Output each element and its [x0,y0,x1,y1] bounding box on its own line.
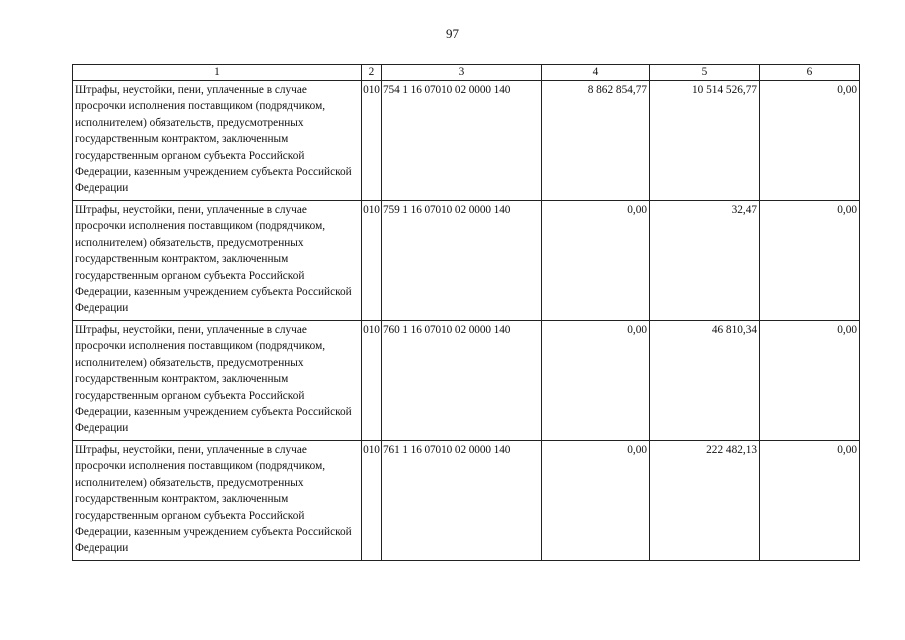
value-col6: 0,00 [760,201,860,321]
line-code: 010 [362,81,382,201]
column-header-4: 4 [542,65,650,81]
column-header-5: 5 [650,65,760,81]
row-name: Штрафы, неустойки, пени, уплаченные в случае просрочки исполнения поставщиком (подрядчиком, исполнителем) обязательств, предусмотренных государственным контрактом, заключенным государственным органом субъекта Российской Федерации, казенным учреждением субъекта Российской Федерации [73,321,362,441]
budget-code: 760 1 16 07010 02 0000 140 [382,321,542,441]
row-name: Штрафы, неустойки, пени, уплаченные в случае просрочки исполнения поставщиком (подрядчиком, исполнителем) обязательств, предусмотренных государственным контрактом, заключенным государственным органом субъекта Российской Федерации, казенным учреждением субъекта Российской Федерации [73,441,362,561]
table-row [73,441,860,561]
header-row [73,65,860,81]
value-col4: 8 862 854,77 [542,81,650,201]
column-header-3: 3 [382,65,542,81]
value-col6: 0,00 [760,321,860,441]
value-col5: 46 810,34 [650,321,760,441]
column-header-6: 6 [760,65,860,81]
row-name: Штрафы, неустойки, пени, уплаченные в случае просрочки исполнения поставщиком (подрядчиком, исполнителем) обязательств, предусмотренных государственным контрактом, заключенным государственным органом субъекта Российской Федерации, казенным учреждением субъекта Российской Федерации [73,81,362,201]
report-table [72,64,860,561]
value-col5: 222 482,13 [650,441,760,561]
line-code: 010 [362,441,382,561]
value-col4: 0,00 [542,201,650,321]
table-row [73,81,860,201]
value-col6: 0,00 [760,81,860,201]
budget-code: 761 1 16 07010 02 0000 140 [382,441,542,561]
column-header-1: 1 [73,65,362,81]
page-number: 97 [446,26,459,41]
table-row [73,321,860,441]
column-header-2: 2 [362,65,382,81]
value-col4: 0,00 [542,321,650,441]
table-row [73,201,860,321]
value-col5: 10 514 526,77 [650,81,760,201]
row-name: Штрафы, неустойки, пени, уплаченные в случае просрочки исполнения поставщиком (подрядчиком, исполнителем) обязательств, предусмотренных государственным контрактом, заключенным государственным органом субъекта Российской Федерации, казенным учреждением субъекта Российской Федерации [73,201,362,321]
value-col4: 0,00 [542,441,650,561]
value-col5: 32,47 [650,201,760,321]
budget-code: 754 1 16 07010 02 0000 140 [382,81,542,201]
budget-code: 759 1 16 07010 02 0000 140 [382,201,542,321]
line-code: 010 [362,201,382,321]
value-col6: 0,00 [760,441,860,561]
line-code: 010 [362,321,382,441]
